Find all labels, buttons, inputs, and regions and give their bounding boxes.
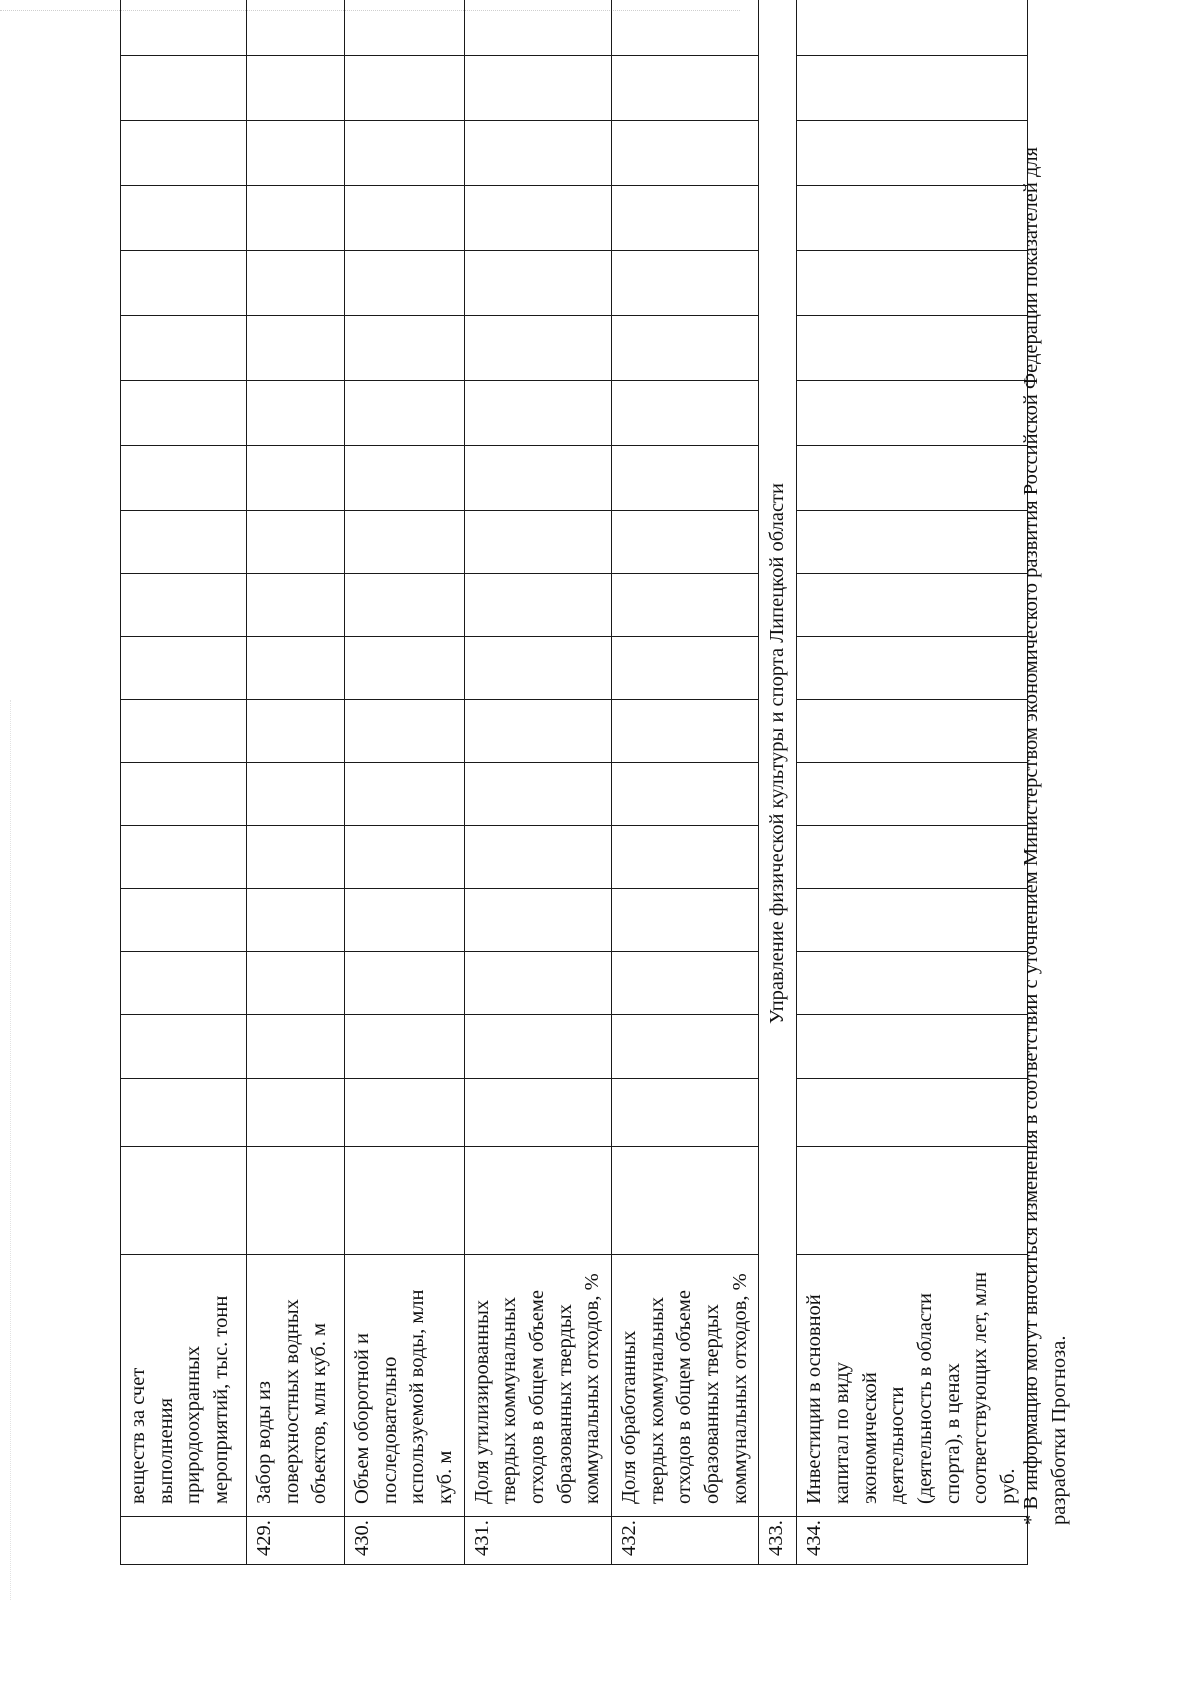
indicator-name: Доля обработанных твердых коммунальных отходов в общем объеме образованных твердых коммунальных отходов, % [612, 1255, 759, 1517]
value-cell [345, 889, 465, 952]
value-cell [345, 952, 465, 1015]
value-cell [247, 0, 345, 56]
value-cell [121, 826, 247, 889]
value-cell [345, 186, 465, 251]
value-cell [121, 700, 247, 763]
value-cell [121, 446, 247, 511]
row-number: 431. [464, 1517, 611, 1565]
value-cell [612, 952, 759, 1015]
value-cell [464, 316, 611, 381]
value-cell [612, 637, 759, 700]
value-cell [797, 700, 1027, 763]
value-cell [121, 56, 247, 121]
value-cell [345, 637, 465, 700]
value-cell [612, 1015, 759, 1079]
table-row [121, 0, 247, 1565]
value-cell [464, 763, 611, 826]
value-cell [612, 889, 759, 952]
value-cell [464, 381, 611, 446]
value-cell [345, 763, 465, 826]
value-cell [464, 1079, 611, 1147]
value-cell [121, 316, 247, 381]
value-cell [247, 511, 345, 574]
value-cell [247, 1079, 345, 1147]
table-row [464, 0, 611, 1565]
value-cell [464, 121, 611, 186]
value-cell [797, 121, 1027, 186]
value-cell [345, 511, 465, 574]
indicator-name: Объем оборотной и последовательно используемой воды, млн куб. м [345, 1255, 465, 1517]
value-cell [464, 56, 611, 121]
value-cell [247, 1147, 345, 1255]
table-row [612, 0, 759, 1565]
value-cell [797, 826, 1027, 889]
value-cell [121, 763, 247, 826]
value-cell [247, 446, 345, 511]
value-cell [612, 1079, 759, 1147]
value-cell [464, 1015, 611, 1079]
value-cell [612, 700, 759, 763]
row-number: 430. [345, 1517, 465, 1565]
value-cell [121, 952, 247, 1015]
row-number: 433. [759, 1517, 797, 1565]
value-cell [464, 511, 611, 574]
value-cell [121, 1079, 247, 1147]
value-cell [121, 186, 247, 251]
value-cell [121, 1147, 247, 1255]
value-cell [345, 251, 465, 316]
value-cell [797, 251, 1027, 316]
value-cell [464, 446, 611, 511]
value-cell [345, 121, 465, 186]
value-cell [612, 511, 759, 574]
value-cell [247, 1015, 345, 1079]
table-row [345, 0, 465, 1565]
value-cell [612, 251, 759, 316]
value-cell [612, 574, 759, 637]
value-cell [247, 952, 345, 1015]
value-cell [121, 1015, 247, 1079]
table-row [797, 0, 1027, 1565]
value-cell [345, 446, 465, 511]
value-cell [247, 121, 345, 186]
value-cell [797, 1079, 1027, 1147]
value-cell [464, 826, 611, 889]
value-cell [121, 381, 247, 446]
value-cell [121, 121, 247, 186]
value-cell [797, 952, 1027, 1015]
row-number: 434. [797, 1517, 1027, 1565]
value-cell [345, 0, 465, 56]
value-cell [121, 889, 247, 952]
value-cell [797, 763, 1027, 826]
value-cell [247, 574, 345, 637]
value-cell [612, 1147, 759, 1255]
value-cell [247, 826, 345, 889]
section-row [759, 0, 797, 1565]
value-cell [464, 251, 611, 316]
row-number: 432. [612, 1517, 759, 1565]
indicator-name: веществ за счет выполнения природоохранных мероприятий, тыс. тонн [121, 1255, 247, 1517]
value-cell [612, 0, 759, 56]
value-cell [247, 381, 345, 446]
value-cell [612, 121, 759, 186]
value-cell [797, 637, 1027, 700]
value-cell [247, 637, 345, 700]
value-cell [797, 381, 1027, 446]
value-cell [121, 511, 247, 574]
section-heading: Управление физической культуры и спорта Липецкой области [759, 0, 797, 1517]
footnote: * В информацию могут вноситься изменения в соответствии с уточнением Министерством экономического развития Российской Федерации показателей для разработки Прогноза. [1020, 146, 1070, 1525]
value-cell [797, 1147, 1027, 1255]
value-cell [797, 511, 1027, 574]
value-cell [464, 186, 611, 251]
indicators-table [120, 0, 1028, 1565]
value-cell [247, 889, 345, 952]
value-cell [121, 574, 247, 637]
value-cell [345, 316, 465, 381]
value-cell [797, 889, 1027, 952]
value-cell [464, 574, 611, 637]
value-cell [345, 574, 465, 637]
value-cell [345, 826, 465, 889]
value-cell [247, 251, 345, 316]
value-cell [345, 700, 465, 763]
value-cell [464, 700, 611, 763]
value-cell [797, 574, 1027, 637]
value-cell [121, 251, 247, 316]
indicator-name: Забор воды из поверхностных водных объектов, млн куб. м [247, 1255, 345, 1517]
value-cell [612, 763, 759, 826]
value-cell [247, 56, 345, 121]
row-number: 429. [247, 1517, 345, 1565]
value-cell [345, 381, 465, 446]
row-number [121, 1517, 247, 1565]
value-cell [612, 316, 759, 381]
value-cell [797, 56, 1027, 121]
value-cell [464, 952, 611, 1015]
value-cell [464, 889, 611, 952]
table-row [247, 0, 345, 1565]
value-cell [797, 186, 1027, 251]
value-cell [464, 0, 611, 56]
value-cell [247, 763, 345, 826]
value-cell [345, 1147, 465, 1255]
value-cell [612, 56, 759, 121]
indicator-name: Инвестиции в основной капитал по виду экономической деятельности (деятельность в области спорта), в ценах соответствующих лет, млн руб. [797, 1255, 1027, 1517]
value-cell [797, 0, 1027, 56]
indicator-name: Доля утилизированных твердых коммунальных отходов в общем объеме образованных твердых коммунальных отходов, % [464, 1255, 611, 1517]
value-cell [797, 446, 1027, 511]
value-cell [247, 700, 345, 763]
value-cell [797, 1015, 1027, 1079]
value-cell [612, 381, 759, 446]
value-cell [464, 1147, 611, 1255]
value-cell [247, 316, 345, 381]
value-cell [612, 186, 759, 251]
value-cell [345, 56, 465, 121]
value-cell [612, 826, 759, 889]
value-cell [797, 316, 1027, 381]
value-cell [345, 1015, 465, 1079]
value-cell [247, 186, 345, 251]
value-cell [121, 0, 247, 56]
value-cell [612, 446, 759, 511]
value-cell [345, 1079, 465, 1147]
value-cell [121, 637, 247, 700]
value-cell [464, 637, 611, 700]
